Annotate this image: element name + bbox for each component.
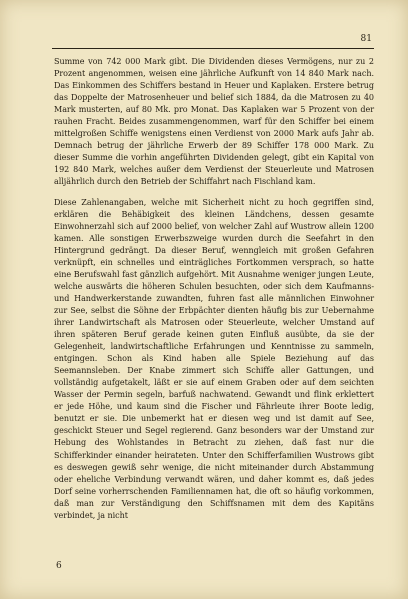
header-rule bbox=[52, 48, 374, 49]
body-text bbox=[54, 56, 374, 522]
page-number-top: 81 bbox=[360, 34, 372, 44]
paragraph-1: Summe von 742 000 Mark gibt. Die Dividenden dieses Vermögens, nur zu 2 Prozent angenommen, weisen eine jährliche Aufkunft von 14 840 Mark nach. Das Einkommen des Schiffers bestand in Heuer und Kaplaken. Erstere betrug das Doppelte der Matrosenheuer und belief sich 1884, da die Matrosen zu 40 Mark musterten, auf 80 Mk. pro Monat. Das Kaplaken war 5 Prozent von der rauhen Fracht. Beides zusammengenommen, warf für den Schiffer bei einem mittelgroßen Schiffe wenigstens einen Verdienst von 2000 Mark aufs Jahr ab. Demnach betrug der jährliche Erwerb der 89 Schiffer 178 000 Mark. Zu dieser Summe die vorhin angeführten Dividenden gelegt, gibt ein Kapital von 192 840 Mark, welches außer dem Verdienst der Steuerleute und Matrosen alljährlich durch den Betrieb der Schiffahrt nach Fischland kam. bbox=[54, 57, 374, 187]
page-number-bottom: 6 bbox=[56, 561, 62, 571]
paragraph-2: Diese Zahlenangaben, welche mit Sicherheit nicht zu hoch gegriffen sind, erklären die Behäbigkeit des kleinen Ländchens, dessen gesamte Einwohnerzahl sich auf 2000 belief, von welcher Zahl auf Wustrow allein 1200 kamen. Alle sonstigen Erwerbszweige wurden durch die Seefahrt in den Hintergrund gedrängt. Da dieser Beruf, wenngleich mit großen Gefahren verknüpft, ein schnelles und einträgliches Fortkommen versprach, so hatte eine Berufswahl fast gänzlich aufgehört. Mit Ausnahme weniger jungen Leute, welche auswärts die höheren Schulen besuchten, oder sich dem Kaufmanns- und Handwerkerstande zuwandten, fuhren fast alle männlichen Einwohner zur See, selbst die Söhne der Erbpächter dienten häufig bis zur Uebernahme ihrer Landwirtschaft als Matrosen oder Steuerleute, welcher Umstand auf ihren späteren Beruf gerade keinen guten Einfluß ausübte, da sie der Gelegenheit, landwirtschaftliche Erfahrungen und Kenntnisse zu sammeln, entgingen. Schon als Kind haben alle Spiele Beziehung auf das Seemannsleben. Der Knabe zimmert sich Schiffe aller Gattungen, und vollständig aufgetakelt, läßt er sie auf einem Graben oder auf dem seichten Wasser der Permin segeln, barfuß nachwatend. Gewandt und flink erklettert er jede Höhe, und kaum sind die Fischer und Fährleute ihrer Boote ledig, benutzt er sie. Die unbemerkt hat er diesen weg und ist damit auf See, geschickt Steuer und Segel regierend. Ganz besonders war der Umstand zur Hebung des Wohlstandes in Betracht zu ziehen, daß fast nur die Schifferkinder einander heirateten. Unter den Schifferfamilien Wustrows gibt es deswegen gewiß sehr wenige, die nicht miteinander durch Abstammung oder eheliche Verbindung verwandt wären, und daher kommt es, daß jedes Dorf seine vorherrschenden Familiennamen hat, die oft so häufig vorkommen, daß man zur Verständigung den Schiffsnamen mit dem des Kapitäns verbindet, ja nicht bbox=[54, 197, 374, 520]
